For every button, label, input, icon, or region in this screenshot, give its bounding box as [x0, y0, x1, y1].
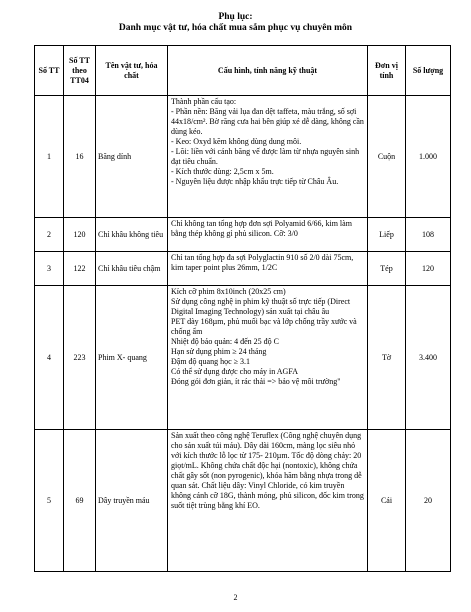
cell-qty: 108: [406, 218, 451, 252]
col-header-unit: Đơn vị tính: [368, 46, 406, 96]
cell-qty: 20: [406, 430, 451, 572]
cell-qty: 1.000: [406, 96, 451, 218]
appendix-label: Phụ lục:: [218, 12, 253, 22]
col-header-qty: Số lượng: [406, 46, 451, 96]
cell-name: Phim X- quang: [96, 286, 168, 430]
cell-stt: 2: [35, 218, 64, 252]
cell-name: Dây truyền máu: [96, 430, 168, 572]
spec-line: - Keo: Oxyd kẽm không dùng dung môi.: [171, 137, 302, 146]
col-header-name: Tên vật tư, hóa chất: [96, 46, 168, 96]
cell-stt: 1: [35, 96, 64, 218]
spec-line: Sản xuất theo công nghệ Teruflex (Công nghệ chuyên dụng cho sản xuất túi máu). Dây dài 160cm, màng lọc siêu nhỏ với kích thước lỗ lọc từ 175- 210µm. Tốc độ dòng chảy: 20 giọt/mL. Không chứa chất độc hại (nontoxic), không chứa chất gây sốt (non pyrogenic), khóa hãm bằng nhựa trong dễ quan sát. Chất liệu dây: Vinyl Chloride, có kim truyền không cánh cỡ 18G, thành mỏng, phủ silicon, đốc kim trong suốt tiệt trùng bằng khí EO.: [171, 431, 364, 510]
cell-unit: Tép: [368, 252, 406, 286]
cell-qty: 120: [406, 252, 451, 286]
cell-unit: Liếp: [368, 218, 406, 252]
cell-qty: 3.400: [406, 286, 451, 430]
cell-name: Chỉ khâu không tiêu: [96, 218, 168, 252]
cell-stt-tt04: 223: [64, 286, 96, 430]
col-header-stt-tt04: Số TT theo TT04: [64, 46, 96, 96]
cell-stt-tt04: 69: [64, 430, 96, 572]
spec-line: PET dày 168µm, phủ muối bạc và lớp chống trầy xước và chống ẩm: [171, 317, 357, 336]
document-title: Danh mục vật tư, hóa chất mua sắm phục vụ chuyên môn: [118, 23, 353, 33]
cell-unit: Cái: [368, 430, 406, 572]
cell-stt-tt04: 16: [64, 96, 96, 218]
page-number: 2: [233, 593, 238, 602]
spec-line: Thành phần cấu tạo:: [171, 97, 237, 106]
spec-line: Chỉ tan tổng hợp đa sợi Polyglactin 910 số 2/0 dài 75cm, kim taper point plus 26mm, 1/2C: [171, 253, 354, 272]
table-row: [35, 286, 451, 430]
table-row: [35, 252, 451, 286]
cell-spec: [168, 218, 368, 252]
cell-name: Băng dính: [96, 96, 168, 218]
spec-line: Kích cỡ phim 8x10inch (20x25 cm): [171, 287, 286, 296]
spec-line: Sử dụng công nghệ in phim kỹ thuật số trực tiếp (Direct Digital Imaging Technology) sản xuất tại châu âu: [171, 297, 351, 316]
cell-stt-tt04: 120: [64, 218, 96, 252]
spec-line: Hạn sử dụng phim ≥ 24 tháng: [171, 347, 267, 356]
cell-name: Chỉ khâu tiêu chậm: [96, 252, 168, 286]
cell-spec: [168, 430, 368, 572]
materials-table: [34, 45, 451, 572]
spec-line: - Lõi: liền với cánh băng vế được làm từ nhựa nguyên sinh đạt tiêu chuẩn.: [171, 147, 360, 166]
table-row: [35, 218, 451, 252]
spec-line: Có thể sử dụng được cho máy in AGFA: [171, 367, 298, 376]
cell-unit: Cuộn: [368, 96, 406, 218]
spec-line: Đậm độ quang học ≥ 3.1: [171, 357, 251, 366]
cell-spec: [168, 96, 368, 218]
cell-spec: [168, 252, 368, 286]
cell-stt: 3: [35, 252, 64, 286]
table-header-row: [35, 46, 451, 96]
table-row: [35, 430, 451, 572]
cell-stt-tt04: 122: [64, 252, 96, 286]
col-header-stt: Số TT: [35, 46, 64, 96]
spec-line: - Kích thước dùng: 2,5cm x 5m.: [171, 167, 274, 176]
table-row: [35, 96, 451, 218]
cell-stt: 4: [35, 286, 64, 430]
cell-spec: [168, 286, 368, 430]
cell-unit: Tờ: [368, 286, 406, 430]
spec-line: - Nguyên liệu được nhập khẩu trực tiếp từ Châu Âu.: [171, 177, 339, 186]
spec-line: - Phần nền: Băng vải lụa đan dệt taffeta, màu trắng, số sợi 44x18/cm². Bờ răng cưa hai bên giúp xé dễ dàng, không cần dùng kéo.: [171, 107, 364, 136]
spec-line: Chỉ không tan tổng hợp đơn sợi Polyamid 6/66, kim làm bằng thép không gỉ phủ silicon. Cỡ: 3/0: [171, 219, 352, 238]
cell-stt: 5: [35, 430, 64, 572]
spec-line: Nhiệt độ bảo quản: 4 đến 25 độ C: [171, 337, 279, 346]
col-header-spec: Cấu hình, tính năng kỹ thuật: [168, 46, 368, 96]
spec-line: Đóng gói đơn giản, ít rác thải => bảo vệ môi trường": [171, 377, 341, 386]
